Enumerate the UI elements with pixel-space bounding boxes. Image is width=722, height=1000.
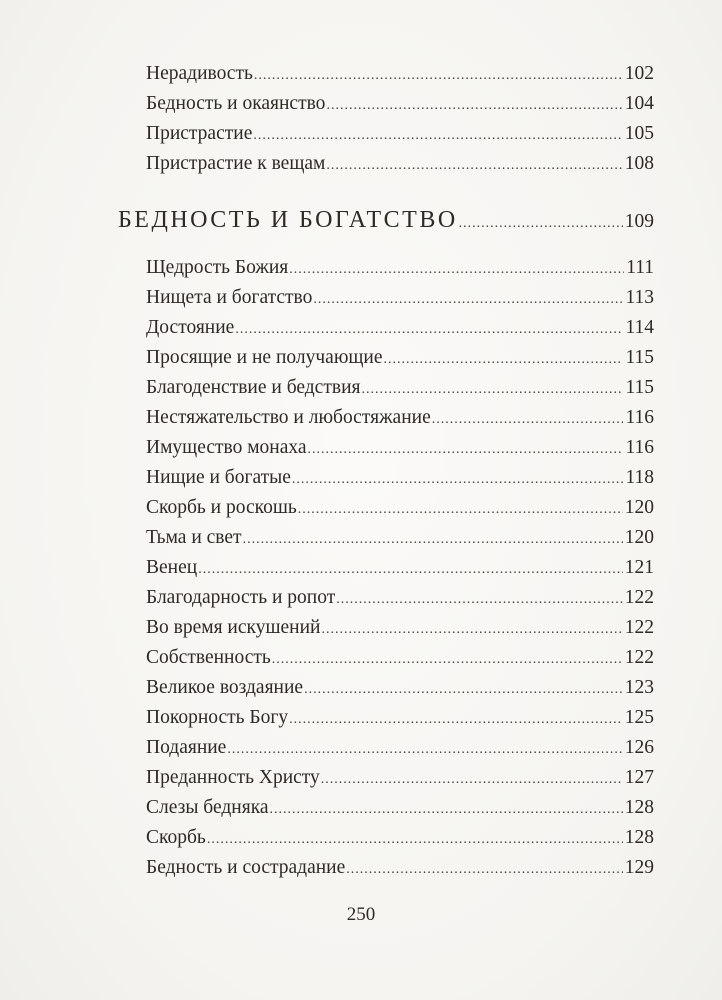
toc-entry-title: Бедность и сострадание xyxy=(146,857,346,878)
toc-entry xyxy=(146,706,654,732)
toc-entry xyxy=(146,616,654,642)
chapter-page: 109 xyxy=(624,211,654,232)
dot-leader xyxy=(270,796,623,822)
dot-leader xyxy=(227,736,622,762)
toc-entry xyxy=(146,256,654,282)
toc-entry-title: Во время искушений xyxy=(146,617,321,638)
toc-entry-page: 120 xyxy=(624,527,654,548)
dot-leader xyxy=(298,496,623,522)
dot-leader xyxy=(292,466,624,492)
toc-entry xyxy=(146,286,654,312)
dot-leader xyxy=(253,122,622,148)
dot-leader xyxy=(346,856,622,882)
toc-entry xyxy=(146,406,654,432)
toc-entry-page: 122 xyxy=(624,587,654,608)
dot-leader xyxy=(243,526,623,552)
toc-entry xyxy=(146,152,654,178)
toc-entry xyxy=(146,376,654,402)
dot-leader xyxy=(289,256,624,282)
toc-entry-title: Венец xyxy=(146,557,198,578)
toc-entry-page: 125 xyxy=(624,707,654,728)
dot-leader xyxy=(326,152,622,178)
toc-entry-title: Благоденствие и бедствия xyxy=(146,377,361,398)
toc-entry-title: Слезы бедняка xyxy=(146,797,269,818)
toc-entry xyxy=(146,796,654,822)
toc-entry xyxy=(146,736,654,762)
toc-entry xyxy=(146,436,654,462)
dot-leader xyxy=(198,556,623,582)
toc-entry-page: 122 xyxy=(624,617,654,638)
toc-entry-page: 104 xyxy=(624,93,654,114)
toc-entry-page: 118 xyxy=(625,467,654,488)
dot-leader xyxy=(304,676,623,702)
toc-entry xyxy=(146,766,654,792)
toc-entry-title: Имущество монаха xyxy=(146,437,307,458)
toc-entry-title: Скорбь и роскошь xyxy=(146,497,297,518)
toc-entry-title: Пристрастие к вещам xyxy=(146,153,326,174)
toc-entry-title: Преданность Христу xyxy=(146,767,320,788)
toc-entry xyxy=(146,676,654,702)
dot-leader xyxy=(235,316,623,342)
toc-entry xyxy=(146,92,654,118)
toc-entry xyxy=(146,826,654,852)
toc-entry-page: 115 xyxy=(625,347,654,368)
chapter-title: БЕДНОСТЬ И БОГАТСТВО xyxy=(118,208,458,233)
page-number: 250 xyxy=(346,904,376,925)
toc-entry-title: Покорность Богу xyxy=(146,707,289,728)
toc-entry-page: 113 xyxy=(625,287,654,308)
dot-leader xyxy=(459,208,623,236)
toc-entry-title: Великое воздаяние xyxy=(146,677,304,698)
toc-entry-page: 102 xyxy=(624,63,654,84)
toc-entry-title: Нерадивость xyxy=(146,63,253,84)
dot-leader xyxy=(207,826,623,852)
toc-entry xyxy=(146,856,654,882)
dot-leader xyxy=(313,286,623,312)
toc-entry-title: Щедрость Божия xyxy=(146,257,289,278)
toc-entry-title: Просящие и не получающие xyxy=(146,347,383,368)
toc-entry-page: 122 xyxy=(624,647,654,668)
toc-entry-page: 105 xyxy=(624,123,654,144)
toc-entry-page: 123 xyxy=(624,677,654,698)
toc-entry xyxy=(146,586,654,612)
dot-leader xyxy=(384,346,624,372)
toc-entry-page: 128 xyxy=(624,797,654,818)
toc-entry xyxy=(146,556,654,582)
toc-entry-title: Нестяжательство и любостяжание xyxy=(146,407,431,428)
toc-entry-title: Подаяние xyxy=(146,737,227,758)
dot-leader xyxy=(361,376,623,402)
toc-entry-page: 116 xyxy=(625,437,654,458)
dot-leader xyxy=(321,616,622,642)
toc-entry-title: Собственность xyxy=(146,647,271,668)
toc-entry-page: 114 xyxy=(625,317,654,338)
toc-entry-title: Скорбь xyxy=(146,827,206,848)
chapter-heading xyxy=(118,208,654,236)
toc-entry-page: 120 xyxy=(624,497,654,518)
toc-entry-title: Тьма и свет xyxy=(146,527,242,548)
toc-entry-page: 129 xyxy=(624,857,654,878)
dot-leader xyxy=(432,406,624,432)
toc-entry xyxy=(146,62,654,88)
toc-entry xyxy=(146,346,654,372)
toc-entry-page: 111 xyxy=(626,257,654,278)
toc-entry-page: 126 xyxy=(624,737,654,758)
toc-entry-page: 128 xyxy=(624,827,654,848)
toc-entry xyxy=(146,496,654,522)
dot-leader xyxy=(326,92,622,118)
toc-entry xyxy=(146,526,654,552)
dot-leader xyxy=(272,646,623,672)
dot-leader xyxy=(308,436,624,462)
dot-leader xyxy=(321,766,623,792)
toc-entry-page: 121 xyxy=(624,557,654,578)
dot-leader xyxy=(289,706,623,732)
toc-entry-page: 115 xyxy=(625,377,654,398)
toc-entry-title: Нищета и богатство xyxy=(146,287,313,308)
toc-entry-page: 116 xyxy=(625,407,654,428)
toc-entry-page: 127 xyxy=(624,767,654,788)
toc-entry-title: Нищие и богатые xyxy=(146,467,291,488)
toc-entry xyxy=(146,316,654,342)
toc-entry-title: Благодарность и ропот xyxy=(146,587,336,608)
toc-entry-title: Пристрастие xyxy=(146,123,253,144)
toc-entry xyxy=(146,122,654,148)
toc-entry-title: Бедность и окаянство xyxy=(146,93,326,114)
toc-entry xyxy=(146,646,654,672)
toc-entry-page: 108 xyxy=(624,153,654,174)
toc-entry-title: Достояние xyxy=(146,317,235,338)
dot-leader xyxy=(336,586,623,612)
toc-entry xyxy=(146,466,654,492)
dot-leader xyxy=(254,62,623,88)
